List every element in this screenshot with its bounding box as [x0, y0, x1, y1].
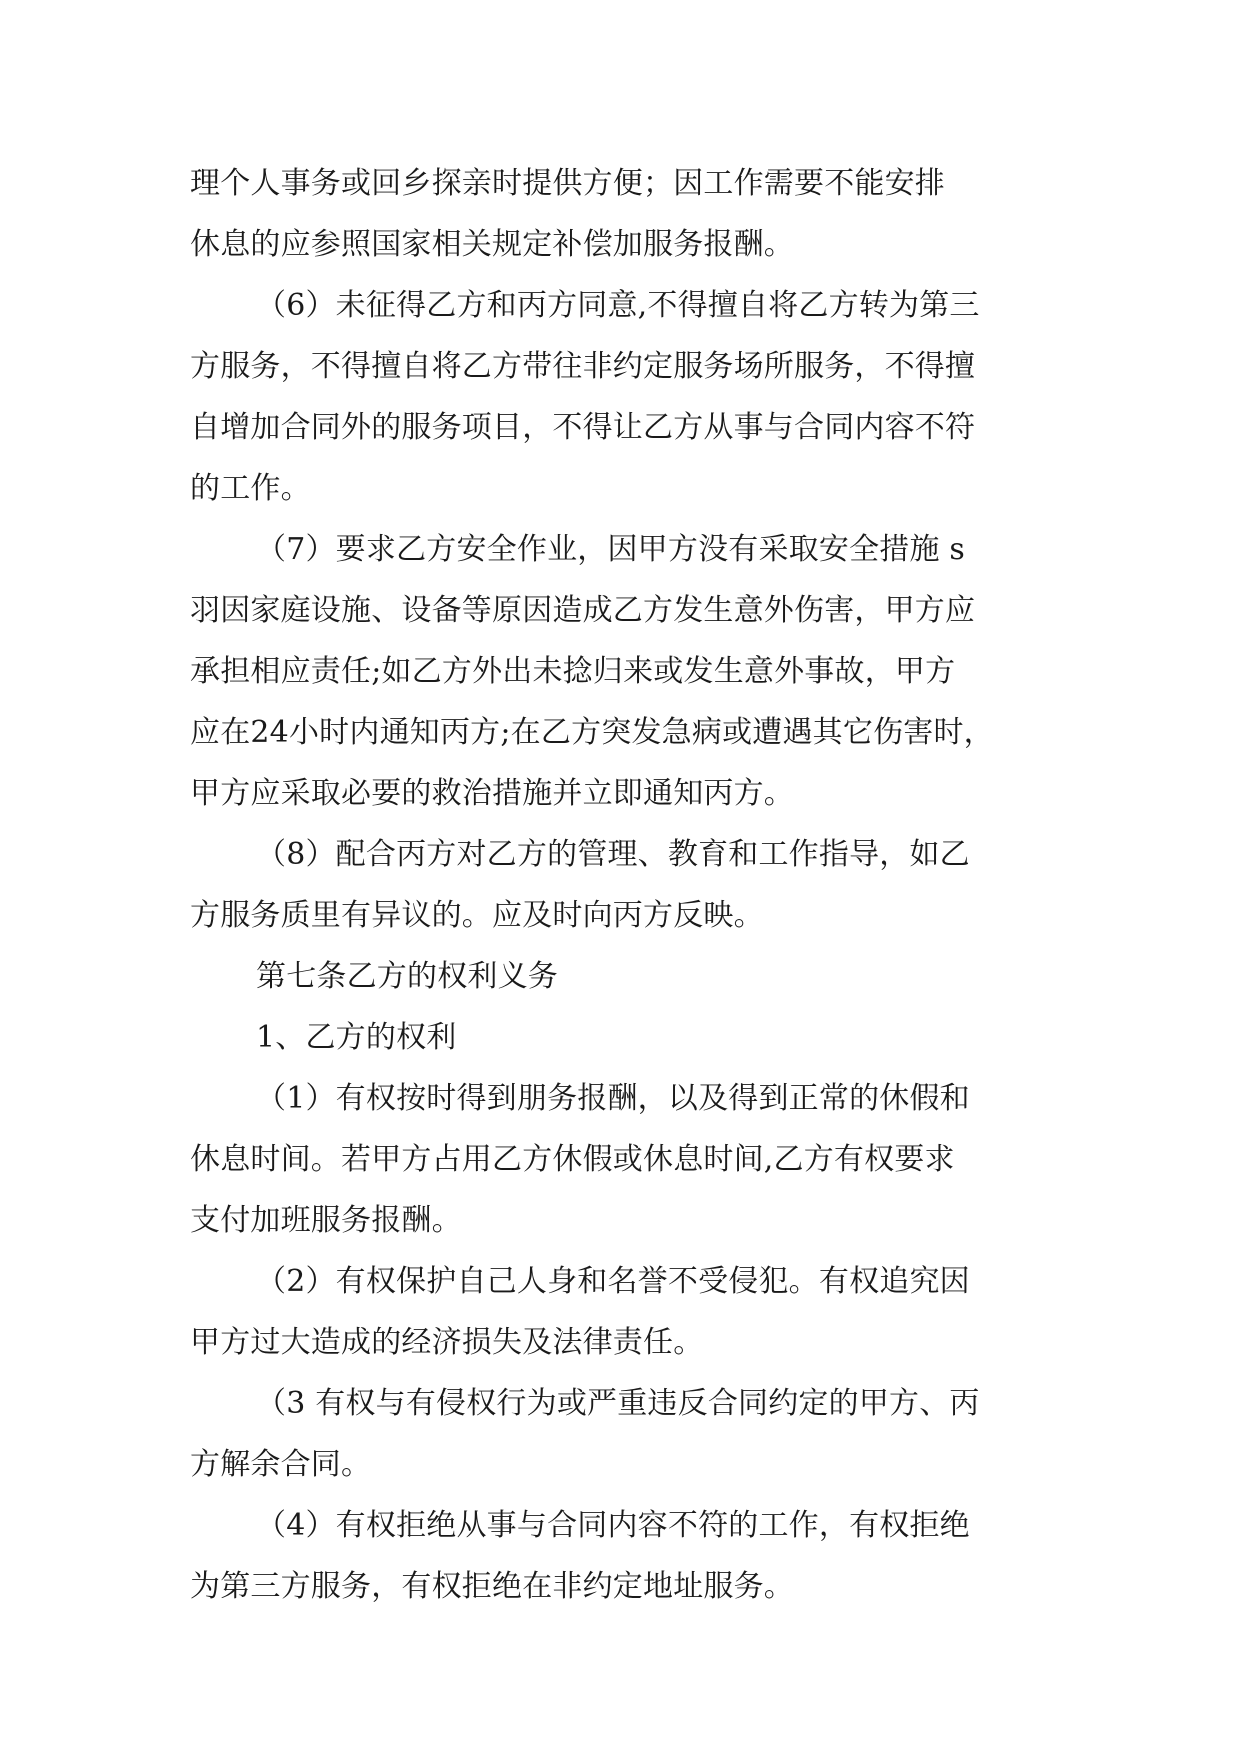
text-line: （3 有权与有侵权行为或严重违反合同约定的甲方、丙	[256, 1386, 980, 1421]
text-line: 支付加班服务报酬。	[190, 1203, 462, 1238]
text-line: 方解余合同。	[190, 1447, 372, 1482]
section-heading: 第七条乙方的权利义务	[256, 959, 558, 994]
text-line: 休息时间。若甲方占用乙方休假或休息时间,乙方有权要求	[190, 1142, 955, 1177]
text-line: 为第三方服务，有权拒绝在非约定地址服务。	[190, 1569, 794, 1604]
text-line: 羽因家庭设施、设备等原因造成乙方发生意外伤害，甲方应	[190, 593, 976, 628]
text-line: 甲方过大造成的经济损失及法律责任。	[190, 1325, 704, 1360]
text-line: （6）未征得乙方和丙方同意,不得擅自将乙方转为第三	[256, 288, 980, 323]
text-line: 承担相应责任;如乙方外出未捻归来或发生意外事故，甲方	[190, 654, 956, 689]
document-body	[190, 153, 1070, 1617]
text-line: （8）配合丙方对乙方的管理、教育和工作指导，如乙	[256, 837, 970, 872]
subsection-heading: 1、乙方的权利	[256, 1020, 457, 1055]
text-line: 自增加合同外的服务项目，不得让乙方从事与合同内容不符	[190, 410, 976, 445]
text-line: （4）有权拒绝从事与合同内容不符的工作，有权拒绝	[256, 1508, 970, 1543]
text-line: 理个人事务或回乡探亲时提供方便；因工作需要不能安排	[190, 166, 945, 201]
text-line: 方服务，不得擅自将乙方带往非约定服务场所服务，不得擅	[190, 349, 976, 384]
text-line: （2）有权保护自己人身和名誉不受侵犯。有权追究因	[256, 1264, 970, 1299]
text-line: 应在24小时内通知丙方;在乙方突发急病或遭遇其它伤害时，	[190, 715, 994, 750]
text-line: 方服务质里有异议的。应及时向丙方反映。	[190, 898, 764, 933]
text-line: （1）有权按时得到朋务报酬，以及得到正常的休假和	[256, 1081, 970, 1116]
text-line: （7）要求乙方安全作业，因甲方没有采取安全措施 s	[256, 532, 966, 567]
text-line: 的工作。	[190, 471, 311, 506]
text-line: 休息的应参照国家相关规定补偿加服务报酬。	[190, 227, 794, 262]
text-line: 甲方应采取必要的救治措施并立即通知丙方。	[190, 776, 794, 811]
